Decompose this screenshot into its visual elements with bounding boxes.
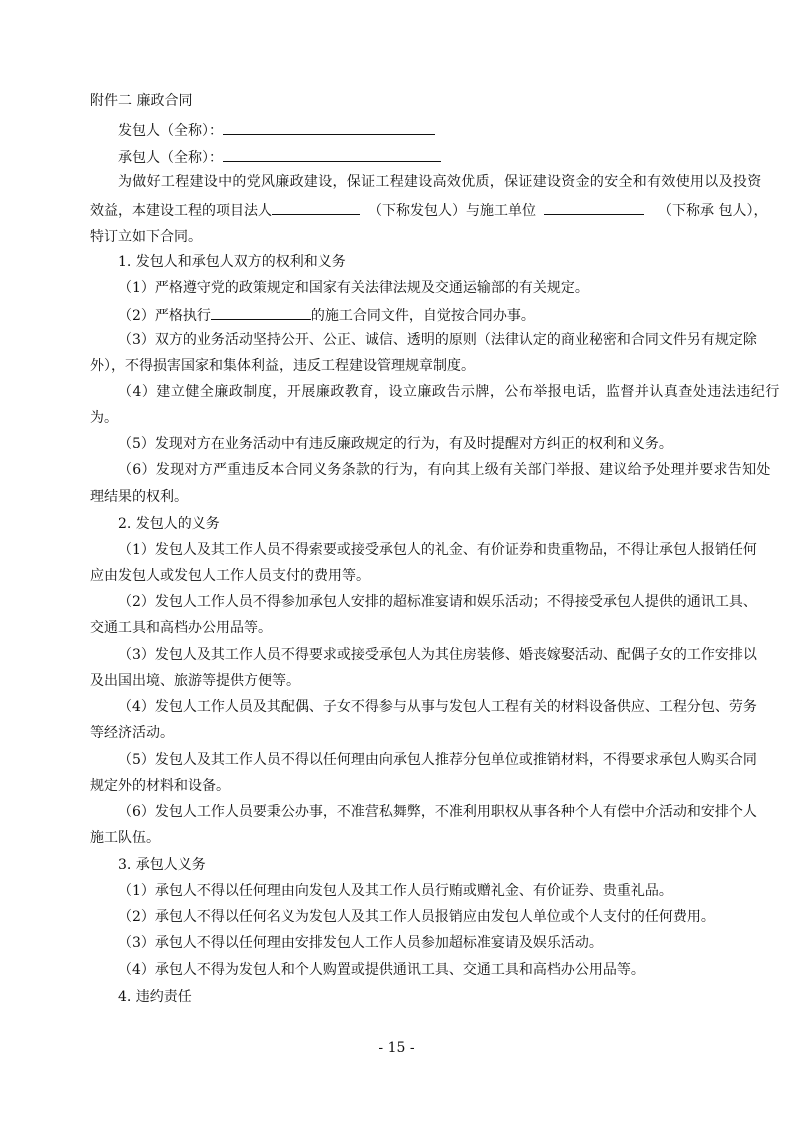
section-1-item-6-line-1: （6）发现对方严重违反本合同义务条款的行为，有向其上级有关部门举报、建议给予处理并要求告知处: [118, 462, 771, 478]
section-1-item-4-line-2: 为。: [90, 410, 118, 426]
section-1-item-3-line-1: （3）双方的业务活动坚持公开、公正、诚信、透明的原则（法律认定的商业秘密和合同文件另有规定除: [118, 332, 757, 348]
contract-name-blank[interactable]: [211, 304, 311, 320]
section-2-item-4-line-2: 等经济活动。: [90, 725, 174, 741]
party-b-blank[interactable]: [223, 146, 441, 162]
party-a-label: 发包人（全称）：: [118, 123, 223, 139]
section-2-item-3-line-1: （3）发包人及其工作人员不得要求或接受承包人为其住房装修、婚丧嫁娶活动、配偶子女的工作安排以: [118, 647, 757, 663]
section-1-item-2: [118, 304, 535, 326]
section-2-item-2-line-1: （2）发包人工作人员不得参加承包人安排的超标准宴请和娱乐活动；不得接受承包人提供的通讯工具、: [118, 594, 757, 610]
intro-line-2-part1: 效益，本建设工程的项目法人: [90, 203, 272, 219]
section-2-item-4-line-1: （4）发包人工作人员及其配偶、子女不得参与从事与发包人工程有关的材料设备供应、工程分包、劳务: [118, 699, 757, 715]
party-b-line: [118, 146, 441, 168]
section-2-item-2-line-2: 交通工具和高档办公用品等。: [90, 620, 272, 636]
section-3-item-3-line-1: （3）承包人不得以任何理由安排发包人工作人员参加超标准宴请及娱乐活动。: [118, 935, 603, 951]
section-2-item-3-line-2: 及出国出境、旅游等提供方便等。: [90, 673, 300, 689]
section-2-item-6-line-2: 施工队伍。: [90, 830, 160, 846]
party-a-blank[interactable]: [223, 119, 435, 135]
section-2-item-6-line-1: （6）发包人工作人员要秉公办事，不准营私舞弊，不准利用职权从事各种个人有偿中介活动和安排个人: [118, 804, 757, 820]
project-owner-blank[interactable]: [272, 199, 360, 215]
section-1-item-6-line-2: 理结果的权利。: [90, 489, 188, 505]
section-1-item-1-line-1: （1）严格遵守党的政策规定和国家有关法律法规及交通运输部的有关规定。: [118, 280, 589, 296]
intro-line-2-part3: （下称承 包人），: [658, 203, 768, 219]
contractor-unit-blank[interactable]: [544, 199, 644, 215]
intro-line-2: [90, 199, 767, 221]
section-4-heading: 4. 违约责任: [118, 989, 192, 1005]
section-1-item-2-part1: （2）严格执行: [118, 308, 211, 324]
section-3-item-4-line-1: （4）承包人不得为发包人和个人购置或提供通讯工具、交通工具和高档办公用品等。: [118, 962, 645, 978]
section-2-item-1-line-1: （1）发包人及其工作人员不得索要或接受承包人的礼金、有价证券和贵重物品，不得让承包人报销任何: [118, 542, 757, 558]
section-1-item-4-line-1: （4）建立健全廉政制度，开展廉政教育，设立廉政告示牌，公布举报电话，监督并认真查处违法违纪行: [118, 384, 780, 400]
section-2-heading: 2. 发包人的义务: [118, 516, 220, 532]
section-3-item-1-line-1: （1）承包人不得以任何理由向发包人及其工作人员行贿或赠礼金、有价证券、贵重礼品。: [118, 883, 673, 899]
section-3-item-2-line-1: （2）承包人不得以任何名义为发包人及其工作人员报销应由发包人单位或个人支付的任何费用。: [118, 909, 715, 925]
intro-line-2-part2: （下称发包人）与施工单位: [368, 203, 536, 219]
party-a-line: [118, 119, 435, 141]
section-3-heading: 3. 承包人义务: [118, 857, 206, 873]
section-2-item-5-line-2: 规定外的材料和设备。: [90, 778, 230, 794]
party-b-label: 承包人（全称）：: [118, 150, 223, 166]
intro-line-3: 特订立如下合同。: [90, 229, 202, 245]
section-2-item-5-line-1: （5）发包人及其工作人员不得以任何理由向承包人推荐分包单位或推销材料，不得要求承包人购买合同: [118, 752, 757, 768]
section-1-heading: 1. 发包人和承包人双方的权利和义务: [118, 254, 346, 270]
page-number: - 15 -: [378, 1040, 415, 1056]
section-1-item-2-part2: 的施工合同文件，自觉按合同办事。: [310, 308, 535, 324]
section-2-item-1-line-2: 应由发包人或发包人工作人员支付的费用等。: [90, 568, 370, 584]
document-title: 附件二 廉政合同: [90, 93, 193, 109]
intro-line-1: 为做好工程建设中的党风廉政建设，保证工程建设高效优质，保证建设资金的安全和有效使用以及投资: [118, 174, 762, 190]
section-1-item-3-line-2: 外），不得损害国家和集体利益，违反工程建设管理规章制度。: [90, 358, 475, 374]
section-1-item-5-line-1: （5）发现对方在业务活动中有违反廉政规定的行为，有及时提醒对方纠正的权利和义务。: [118, 436, 673, 452]
